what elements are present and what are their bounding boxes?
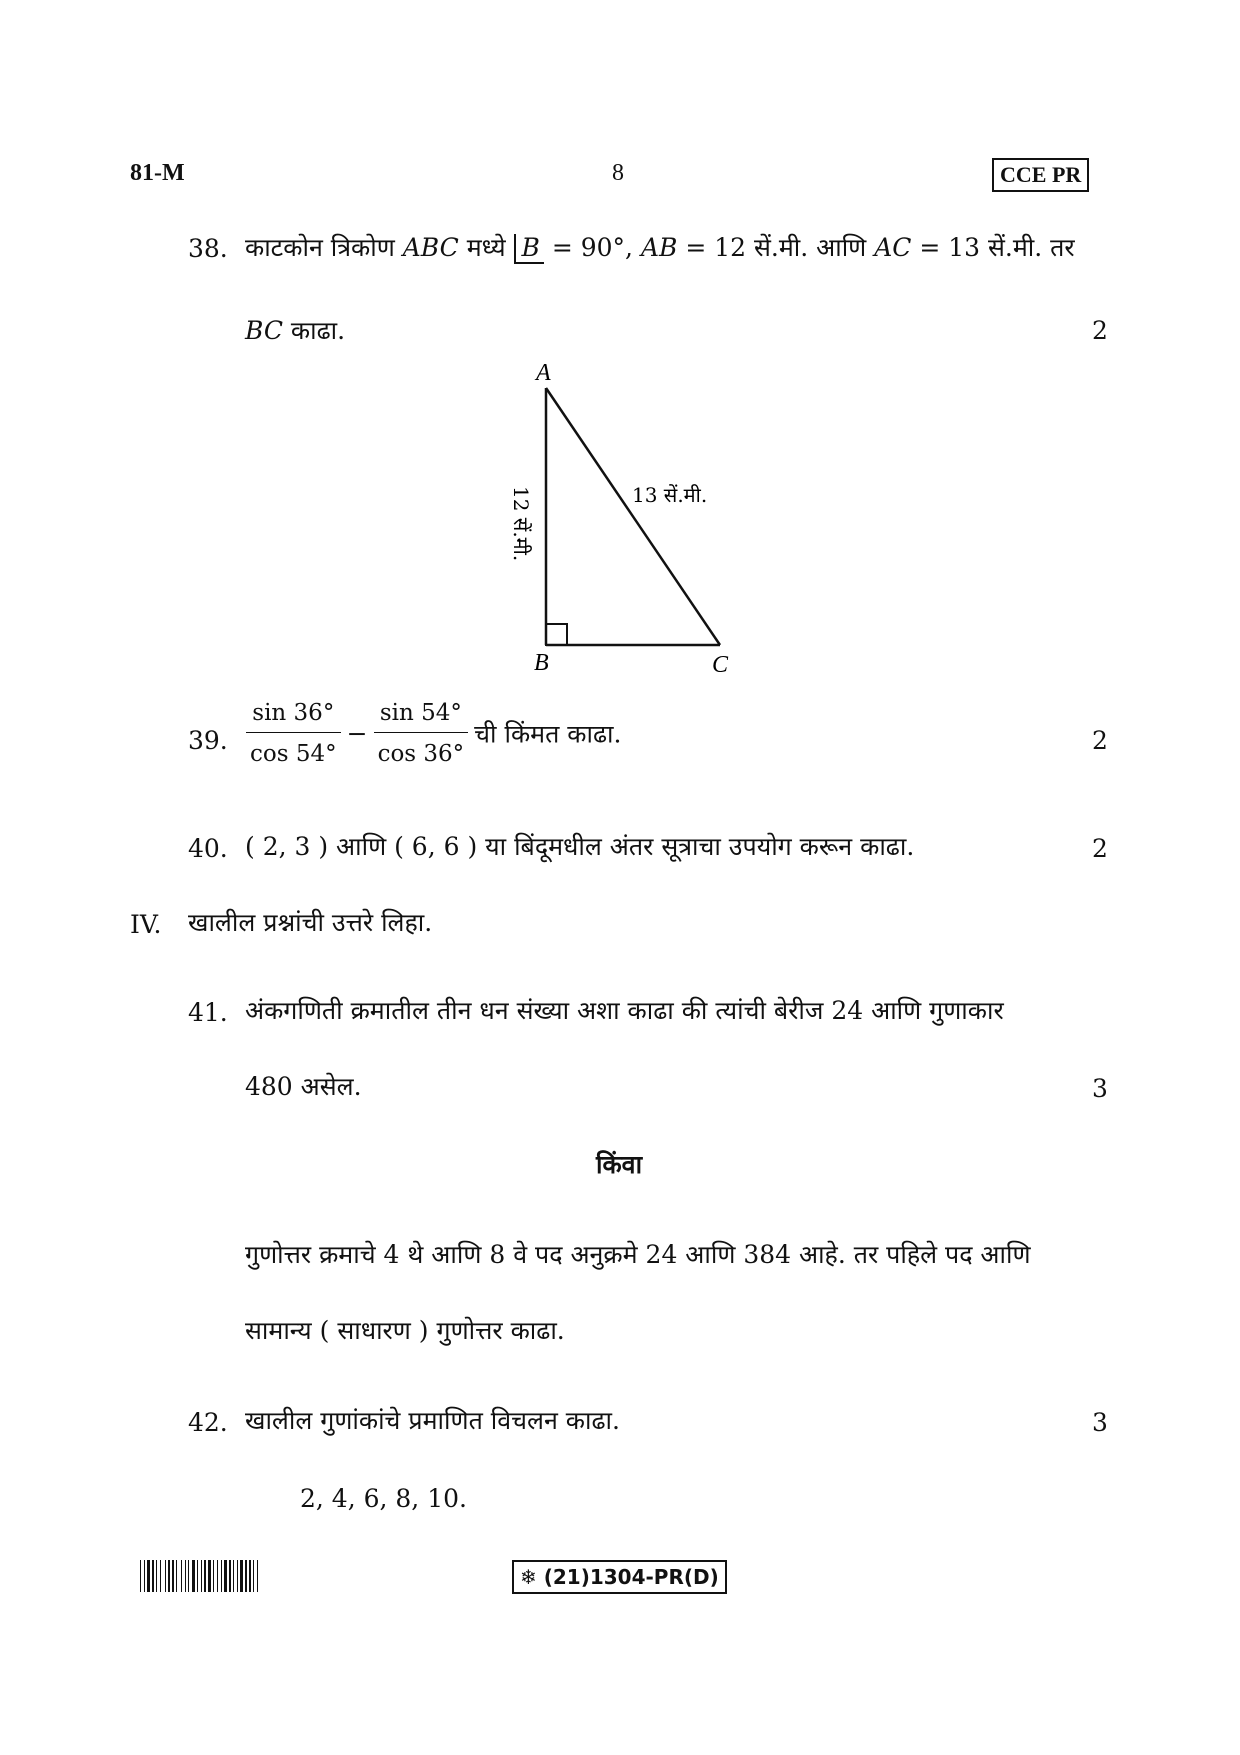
section-numeral: IV. xyxy=(130,910,162,939)
barcode xyxy=(140,1560,372,1592)
fraction-2-denominator: cos 36° xyxy=(377,741,465,767)
q38-text-a: काटकोन त्रिकोण xyxy=(245,233,403,262)
or-label: किंवा xyxy=(596,1150,643,1179)
q40-number: 40. xyxy=(188,834,228,863)
q42-text: खालील गुणांकांचे प्रमाणित विचलन काढा. xyxy=(245,1406,620,1435)
q38-marks: 2 xyxy=(1092,316,1108,345)
q42-values: 2, 4, 6, 8, 10. xyxy=(300,1484,467,1513)
q39-number: 39. xyxy=(188,726,228,755)
vertex-c-label: C xyxy=(712,652,729,678)
q38-ab: AB xyxy=(640,233,678,262)
q40-marks: 2 xyxy=(1092,834,1108,863)
q42-number: 42. xyxy=(188,1408,228,1437)
fraction-2 xyxy=(374,700,469,767)
vertex-a-label: A xyxy=(536,360,551,386)
q42-marks: 3 xyxy=(1092,1408,1108,1437)
q38-ac: AC xyxy=(874,233,912,262)
cce-pr-box: CCE PR xyxy=(992,158,1089,192)
q41-alt-line1: गुणोत्तर क्रमाचे 4 थे आणि 8 वे पद अनुक्रमे 24 आणि 384 आहे. तर पहिले पद आणि xyxy=(245,1240,1031,1269)
q38-line1 xyxy=(245,234,1075,264)
q41-marks: 3 xyxy=(1092,1074,1108,1103)
fraction-1-numerator: sin 36° xyxy=(246,700,341,733)
q38-line2-rest: काढा. xyxy=(282,316,346,345)
right-angle-mark xyxy=(546,624,567,645)
side-ac xyxy=(546,388,720,645)
fraction-2-numerator: sin 54° xyxy=(374,700,469,733)
q38-line2 xyxy=(245,318,345,343)
q38-number: 38. xyxy=(188,234,228,263)
q41-line1: अंकगणिती क्रमातील तीन धन संख्या अशा काढा की त्यांची बेरीज 24 आणि गुणाकार xyxy=(245,996,1004,1025)
q39-text: ची किंमत काढा. xyxy=(474,719,622,749)
side-ab-label: 12 सें.मी. xyxy=(509,486,533,562)
q38-abc: ABC xyxy=(402,233,459,262)
section-title: खालील प्रश्नांची उत्तरे लिहा. xyxy=(188,908,433,937)
q39-marks: 2 xyxy=(1092,726,1108,755)
fraction-1 xyxy=(246,700,341,767)
q38-text-b: मध्ये xyxy=(458,233,514,262)
q39-expression xyxy=(240,700,621,767)
paper-code: 81-M xyxy=(130,160,185,186)
q38-text-d: = 12 सें.मी. आणि xyxy=(677,233,875,262)
minus-sign: − xyxy=(346,719,368,748)
q41-line2: 480 असेल. xyxy=(245,1072,362,1101)
q41-number: 41. xyxy=(188,998,228,1027)
q38-bc: BC xyxy=(245,316,283,345)
answer-code-box: ❄ (21)1304-PR(D) xyxy=(512,1560,727,1594)
vertex-b-label: B xyxy=(534,650,549,676)
q38-text-e: = 13 सें.मी. तर xyxy=(911,233,1075,262)
q38-text-c: = 90°, xyxy=(543,233,641,262)
side-ac-label: 13 सें.मी. xyxy=(632,483,708,507)
page-number: 8 xyxy=(612,160,624,186)
q40-text: ( 2, 3 ) आणि ( 6, 6 ) या बिंदूमधील अंतर सूत्राचा उपयोग करून काढा. xyxy=(245,832,915,861)
angle-b-symbol: B xyxy=(514,234,544,264)
q41-alt-line2: सामान्य ( साधारण ) गुणोत्तर काढा. xyxy=(245,1316,565,1345)
fraction-1-denominator: cos 54° xyxy=(250,741,337,767)
triangle-figure xyxy=(480,350,760,680)
